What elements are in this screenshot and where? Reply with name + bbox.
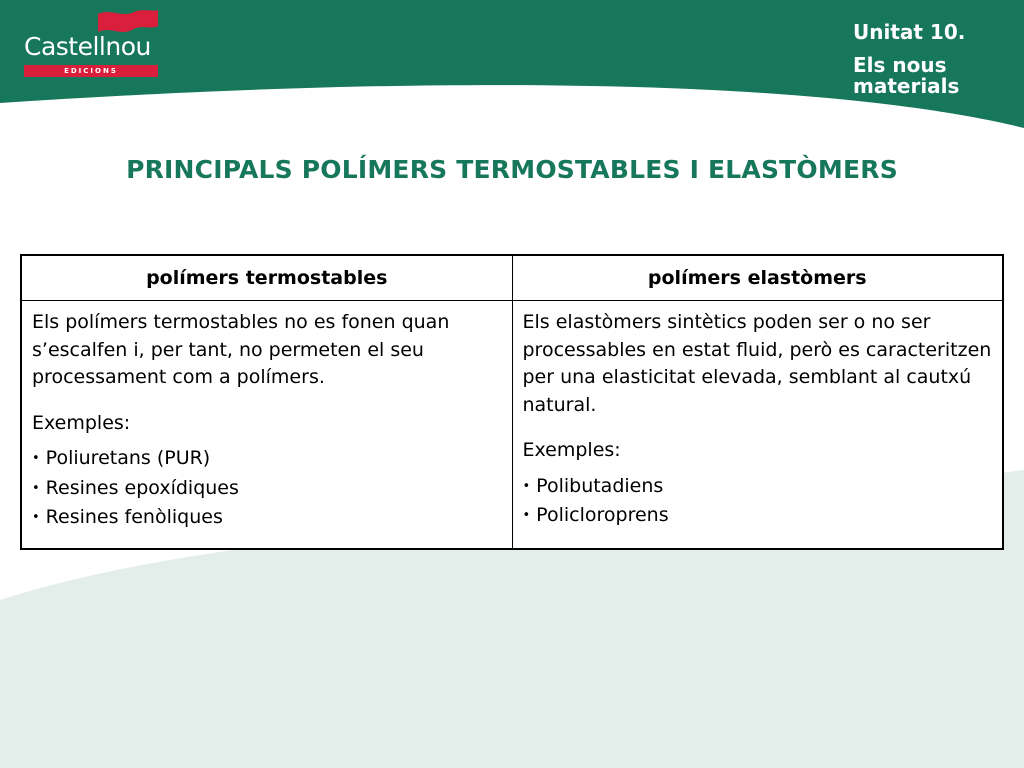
page-title: PRINCIPALS POLÍMERS TERMOSTABLES I ELASTÒMERS [126,155,898,184]
cell-elastomers [512,301,1003,549]
unit-heading [853,20,1013,97]
unit-topic: Els nous materials [853,53,960,98]
thermosets-examples-list [32,445,502,534]
list-item-text: Policloroprens [536,504,669,526]
list-item-text: Polibutadiens [536,474,664,497]
list-item [523,473,993,503]
bullet-icon: • [32,451,40,466]
thermosets-examples-label: Exemples: [32,411,131,434]
elastomers-examples-list [523,473,993,532]
unit-number: Unitat 10. [853,20,966,44]
elastomers-description: Els elastòmers sintètics poden ser o no ser processables en estat fluid, però es caracteritzen per una elasticitat elevada, semblant al cautxú natural. [522,311,992,416]
list-item [32,445,502,475]
logo-name: Castellnou [24,32,151,61]
list-item-text: Resines fenòliques [45,506,223,528]
bullet-icon: • [32,480,40,496]
logo-subtitle: EDICIONS [24,65,158,77]
bullet-icon: • [522,508,531,523]
table-row [21,301,1003,549]
list-item [523,502,993,532]
header-elastomers: polímers elastòmers [512,255,1003,301]
list-item-text: Poliuretans (PUR) [45,447,211,469]
cell-thermosets [21,301,512,549]
castellnou-logo [22,8,162,78]
table-header-row [21,255,1003,301]
list-item [32,504,502,534]
bullet-icon: • [522,478,531,494]
bullet-icon: • [32,510,40,525]
header-thermosets: polímers termostables [21,255,512,301]
thermosets-description: Els polímers termostables no es fonen quan s’escalfen i, per tant, no permeten el seu processament com a polímers. [32,311,450,388]
elastomers-examples-label: Exemples: [522,439,621,461]
list-item [32,475,502,505]
list-item-text: Resines epoxídiques [45,476,239,499]
comparison-table [20,254,1004,550]
